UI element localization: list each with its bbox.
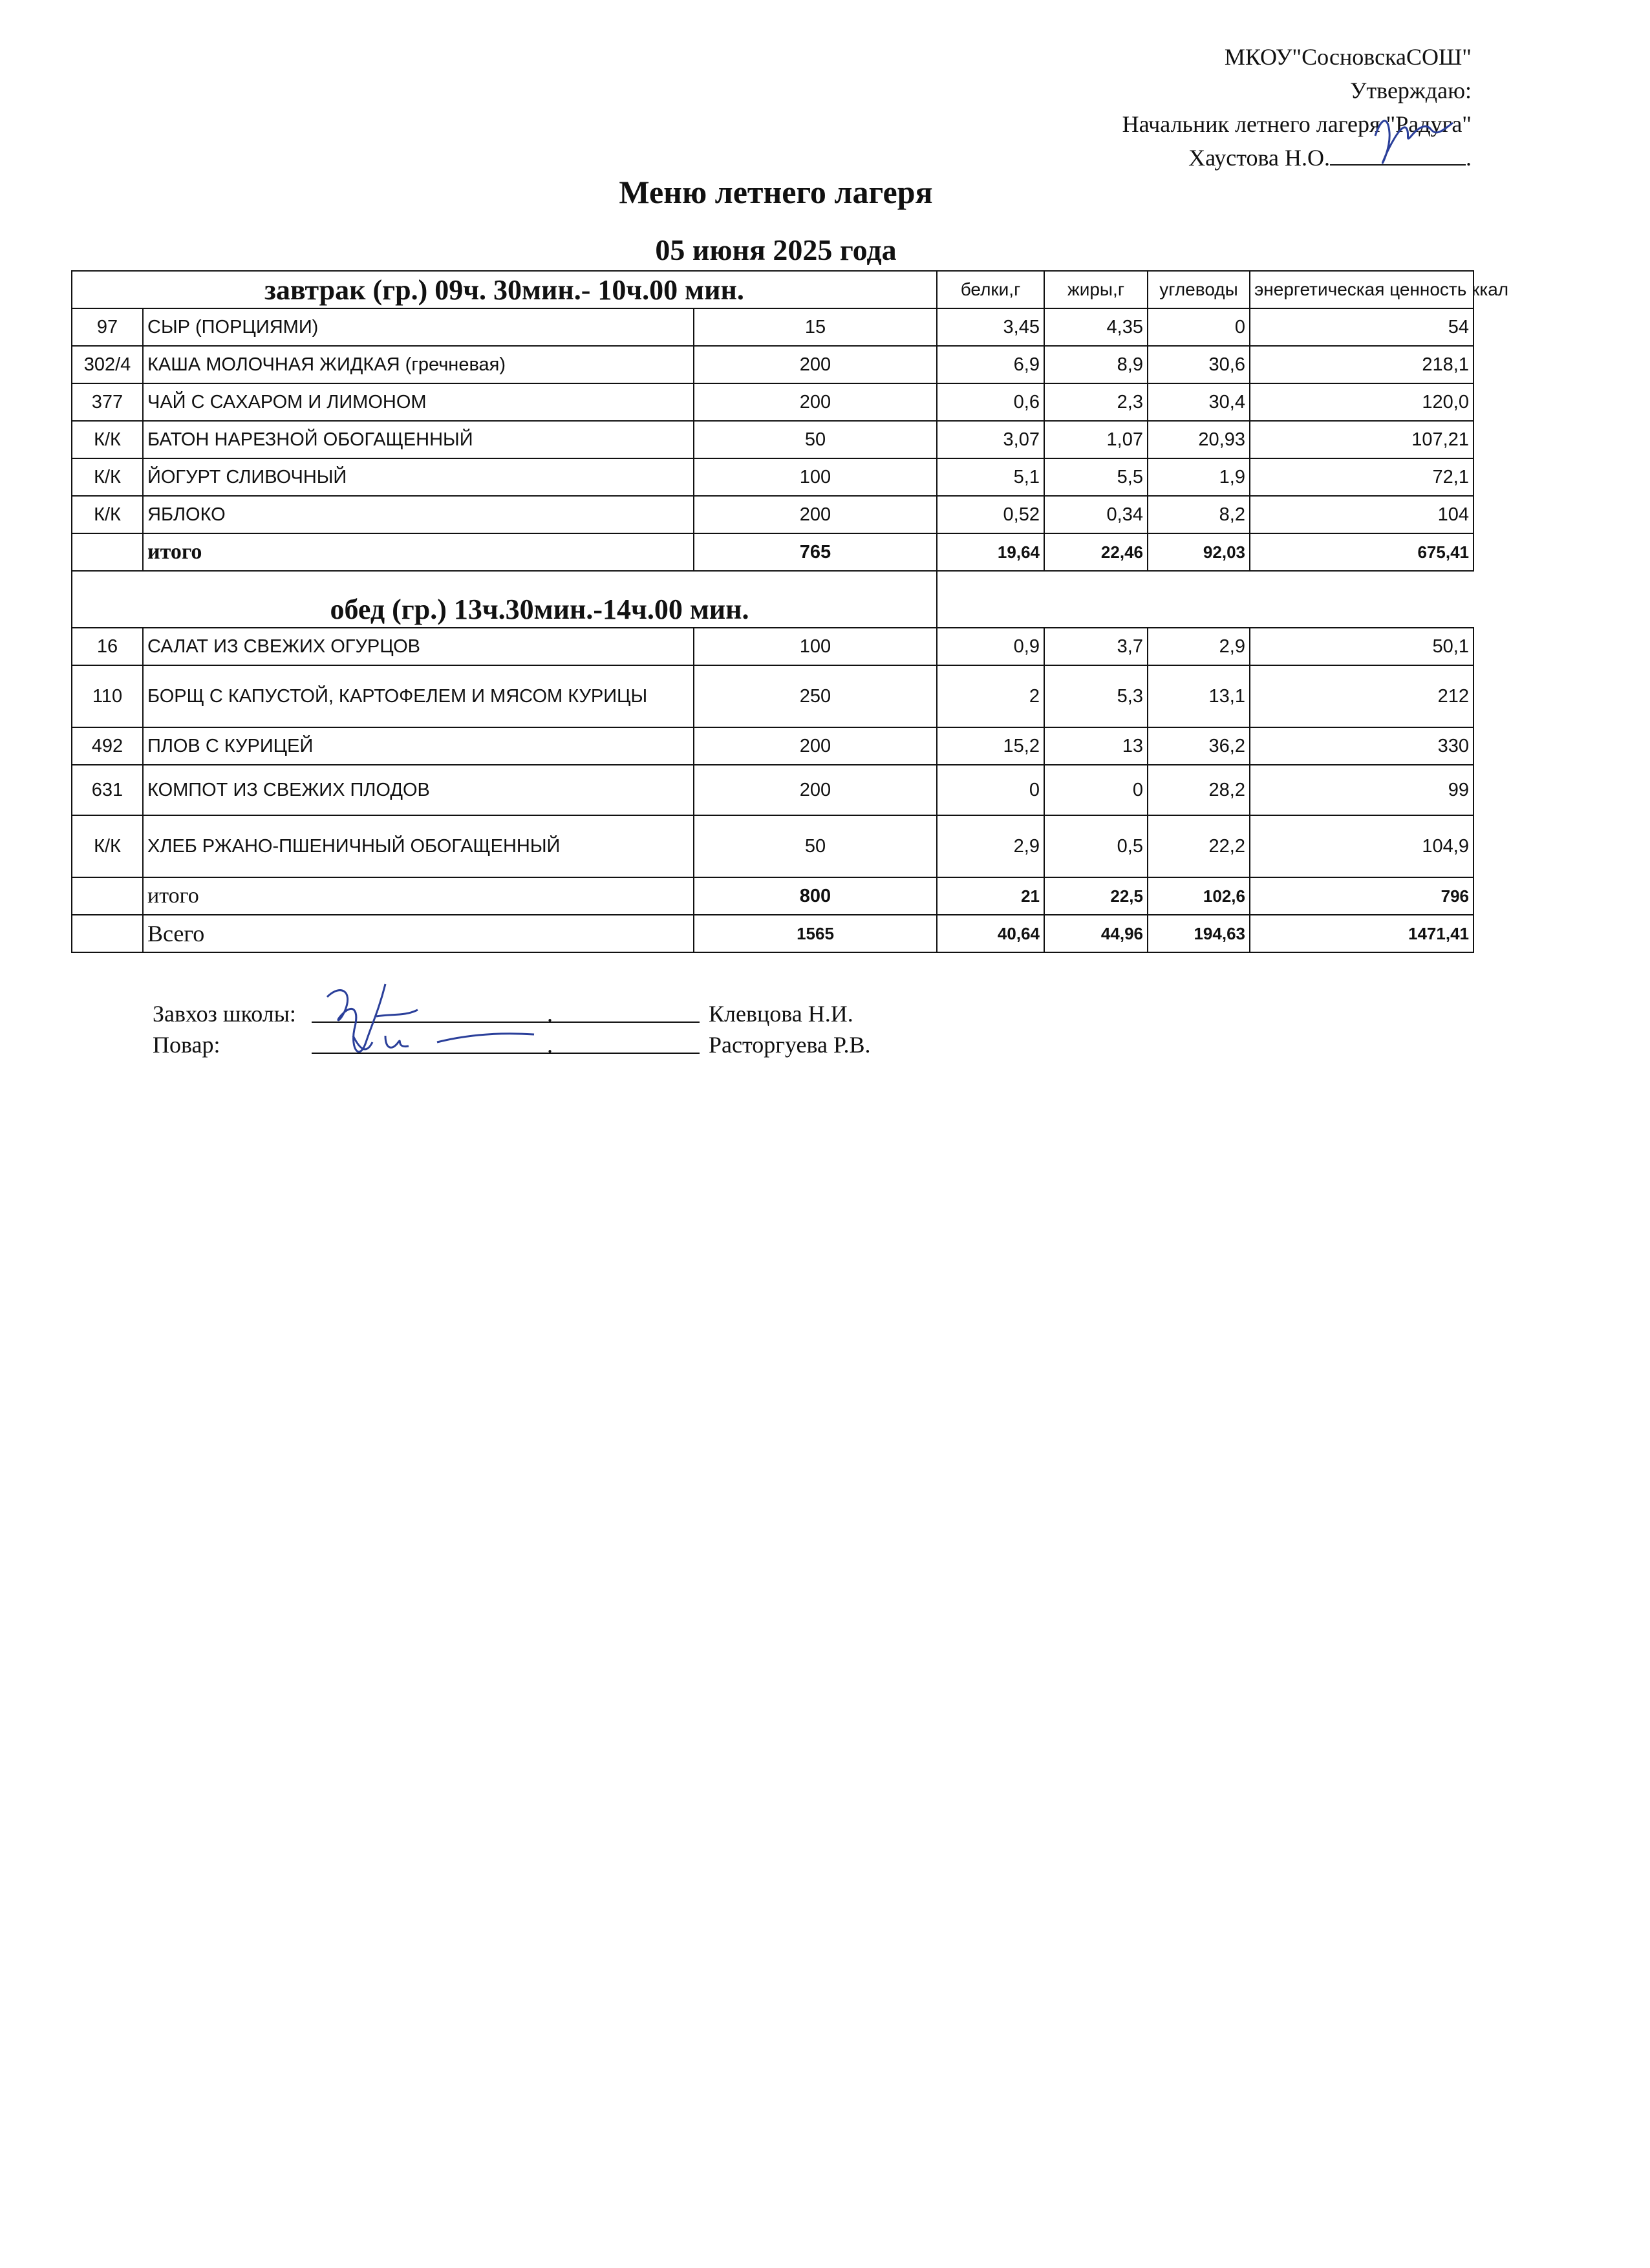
- dish-weight: 50: [694, 815, 937, 877]
- dish-carbs: 20,93: [1148, 421, 1250, 458]
- dish-fat: 13: [1044, 727, 1148, 765]
- total-energy: 675,41: [1250, 533, 1473, 571]
- grand-total-carbs: 194,63: [1148, 915, 1250, 952]
- dish-energy: 54: [1250, 308, 1473, 346]
- dish-code: К/К: [72, 496, 143, 533]
- dish-fat: 8,9: [1044, 346, 1148, 383]
- dish-protein: 2: [937, 665, 1044, 727]
- dish-code: 16: [72, 628, 143, 665]
- dish-weight: 15: [694, 308, 937, 346]
- approver-signature-line: [1330, 142, 1466, 166]
- dish-weight: 200: [694, 496, 937, 533]
- dish-protein: 3,07: [937, 421, 1044, 458]
- dish-protein: 0: [937, 765, 1044, 815]
- approval-label: Утверждаю:: [1349, 78, 1472, 103]
- table-row: [72, 421, 1473, 458]
- dish-fat: 5,3: [1044, 665, 1148, 727]
- organization-name: МКОУ"СосновскаСОШ": [1224, 44, 1472, 70]
- dish-fat: 0: [1044, 765, 1148, 815]
- dish-code: 110: [72, 665, 143, 727]
- dish-protein: 2,9: [937, 815, 1044, 877]
- grand-total-fat: 44,96: [1044, 915, 1148, 952]
- dish-carbs: 36,2: [1148, 727, 1250, 765]
- dish-code: К/К: [72, 815, 143, 877]
- approver-signature: [1369, 97, 1459, 175]
- dish-weight: 200: [694, 727, 937, 765]
- table-row: [72, 815, 1473, 877]
- section-spacer: [937, 571, 1473, 628]
- dish-code: К/К: [72, 458, 143, 496]
- dish-energy: 104: [1250, 496, 1473, 533]
- table-row: [72, 665, 1473, 727]
- dish-fat: 4,35: [1044, 308, 1148, 346]
- breakfast-title: завтрак (гр.) 09ч. 30мин.- 10ч.00 мин.: [72, 271, 937, 308]
- dish-energy: 107,21: [1250, 421, 1473, 458]
- dish-fat: 0,34: [1044, 496, 1148, 533]
- dish-fat: 2,3: [1044, 383, 1148, 421]
- dish-energy: 99: [1250, 765, 1473, 815]
- section-spacer: [72, 571, 143, 628]
- dish-weight: 200: [694, 346, 937, 383]
- dish-fat: 1,07: [1044, 421, 1148, 458]
- grand-total-row: [72, 915, 1473, 952]
- dish-carbs: 2,9: [1148, 628, 1250, 665]
- dish-energy: 104,9: [1250, 815, 1473, 877]
- dish-name: САЛАТ ИЗ СВЕЖИХ ОГУРЦОВ: [143, 628, 694, 665]
- dish-carbs: 13,1: [1148, 665, 1250, 727]
- dish-name: ПЛОВ С КУРИЦЕЙ: [143, 727, 694, 765]
- dish-carbs: 8,2: [1148, 496, 1250, 533]
- table-row: [72, 458, 1473, 496]
- approver-line: [1122, 141, 1472, 175]
- total-protein: 19,64: [937, 533, 1044, 571]
- total-fat: 22,46: [1044, 533, 1148, 571]
- approver-position: Начальник летнего лагеря "Радуга": [1122, 111, 1472, 137]
- supply-manager-dot: .: [547, 1001, 553, 1027]
- dish-energy: 120,0: [1250, 383, 1473, 421]
- table-row: [72, 765, 1473, 815]
- cook-dot: .: [547, 1032, 553, 1058]
- page-title: Меню летнего лагеря: [619, 174, 933, 210]
- dish-carbs: 1,9: [1148, 458, 1250, 496]
- table-row: [72, 308, 1473, 346]
- total-protein: 21: [937, 877, 1044, 915]
- dish-energy: 50,1: [1250, 628, 1473, 665]
- dish-weight: 250: [694, 665, 937, 727]
- grand-total-weight: 1565: [694, 915, 937, 952]
- dish-weight: 200: [694, 383, 937, 421]
- dish-carbs: 30,4: [1148, 383, 1250, 421]
- total-energy: 796: [1250, 877, 1473, 915]
- dish-code: 377: [72, 383, 143, 421]
- total-weight: 765: [694, 533, 937, 571]
- dish-code: 492: [72, 727, 143, 765]
- dish-carbs: 30,6: [1148, 346, 1250, 383]
- dish-protein: 0,52: [937, 496, 1044, 533]
- dish-protein: 15,2: [937, 727, 1044, 765]
- table-row: [72, 496, 1473, 533]
- dish-weight: 50: [694, 421, 937, 458]
- dish-fat: 3,7: [1044, 628, 1148, 665]
- dish-name: ЯБЛОКО: [143, 496, 694, 533]
- cook-signature: [347, 1023, 553, 1075]
- dish-fat: 5,5: [1044, 458, 1148, 496]
- menu-date: 05 июня 2025 года: [655, 233, 897, 266]
- dish-carbs: 28,2: [1148, 765, 1250, 815]
- menu-table: [71, 270, 1509, 953]
- dish-name: ЙОГУРТ СЛИВОЧНЫЙ: [143, 458, 694, 496]
- total-code-cell: [72, 877, 143, 915]
- dish-name: СЫР (ПОРЦИЯМИ): [143, 308, 694, 346]
- lunch-title: обед (гр.) 13ч.30мин.-14ч.00 мин.: [143, 571, 937, 628]
- approver-name: Хаустова Н.О.: [1188, 145, 1330, 171]
- dish-name: ХЛЕБ РЖАНО-ПШЕНИЧНЫЙ ОБОГАЩЕННЫЙ: [143, 815, 694, 877]
- dish-energy: 212: [1250, 665, 1473, 727]
- carbs-header: углеводы: [1148, 271, 1250, 308]
- dish-protein: 3,45: [937, 308, 1044, 346]
- dish-name: КАША МОЛОЧНАЯ ЖИДКАЯ (гречневая): [143, 346, 694, 383]
- dish-carbs: 0: [1148, 308, 1250, 346]
- dish-energy: 330: [1250, 727, 1473, 765]
- dish-name: БАТОН НАРЕЗНОЙ ОБОГАЩЕННЫЙ: [143, 421, 694, 458]
- cook-name: Расторгуева Р.В.: [709, 1032, 871, 1058]
- total-fat: 22,5: [1044, 877, 1148, 915]
- grand-total-energy: 1471,41: [1250, 915, 1473, 952]
- dish-protein: 5,1: [937, 458, 1044, 496]
- table-row: [72, 383, 1473, 421]
- total-code-cell: [72, 915, 143, 952]
- dish-fat: 0,5: [1044, 815, 1148, 877]
- dish-carbs: 22,2: [1148, 815, 1250, 877]
- energy-header: энергетическая ценность ккал: [1250, 271, 1473, 308]
- dish-weight: 200: [694, 765, 937, 815]
- dish-code: 302/4: [72, 346, 143, 383]
- dish-name: КОМПОТ ИЗ СВЕЖИХ ПЛОДОВ: [143, 765, 694, 815]
- lunch-total-row: [72, 877, 1473, 915]
- dish-weight: 100: [694, 628, 937, 665]
- dish-name: БОРЩ С КАПУСТОЙ, КАРТОФЕЛЕМ И МЯСОМ КУРИЦЫ: [143, 665, 694, 727]
- dish-protein: 6,9: [937, 346, 1044, 383]
- dish-code: К/К: [72, 421, 143, 458]
- protein-header: белки,г: [937, 271, 1044, 308]
- total-code-cell: [72, 533, 143, 571]
- grand-total-label: Всего: [143, 915, 694, 952]
- dish-protein: 0,6: [937, 383, 1044, 421]
- total-label: итого: [143, 533, 694, 571]
- breakfast-total-row: [72, 533, 1473, 571]
- total-carbs: 102,6: [1148, 877, 1250, 915]
- grand-total-protein: 40,64: [937, 915, 1044, 952]
- dish-energy: 218,1: [1250, 346, 1473, 383]
- cook-role: Повар:: [153, 1032, 220, 1058]
- supply-manager-name: Клевцова Н.И.: [709, 1001, 853, 1027]
- table-row: [72, 628, 1473, 665]
- approver-dot: .: [1466, 145, 1472, 171]
- fat-header: жиры,г: [1044, 271, 1148, 308]
- lunch-header-row: [72, 571, 1473, 628]
- total-carbs: 92,03: [1148, 533, 1250, 571]
- total-weight: 800: [694, 877, 937, 915]
- dish-code: 631: [72, 765, 143, 815]
- dish-protein: 0,9: [937, 628, 1044, 665]
- dish-weight: 100: [694, 458, 937, 496]
- dish-energy: 72,1: [1250, 458, 1473, 496]
- dish-name: ЧАЙ С САХАРОМ И ЛИМОНОМ: [143, 383, 694, 421]
- breakfast-header-row: [72, 271, 1473, 308]
- table-row: [72, 727, 1473, 765]
- dish-code: 97: [72, 308, 143, 346]
- supply-manager-role: Завхоз школы:: [153, 1001, 296, 1027]
- table-row: [72, 346, 1473, 383]
- total-label: итого: [143, 877, 694, 915]
- approval-block: [1122, 40, 1472, 175]
